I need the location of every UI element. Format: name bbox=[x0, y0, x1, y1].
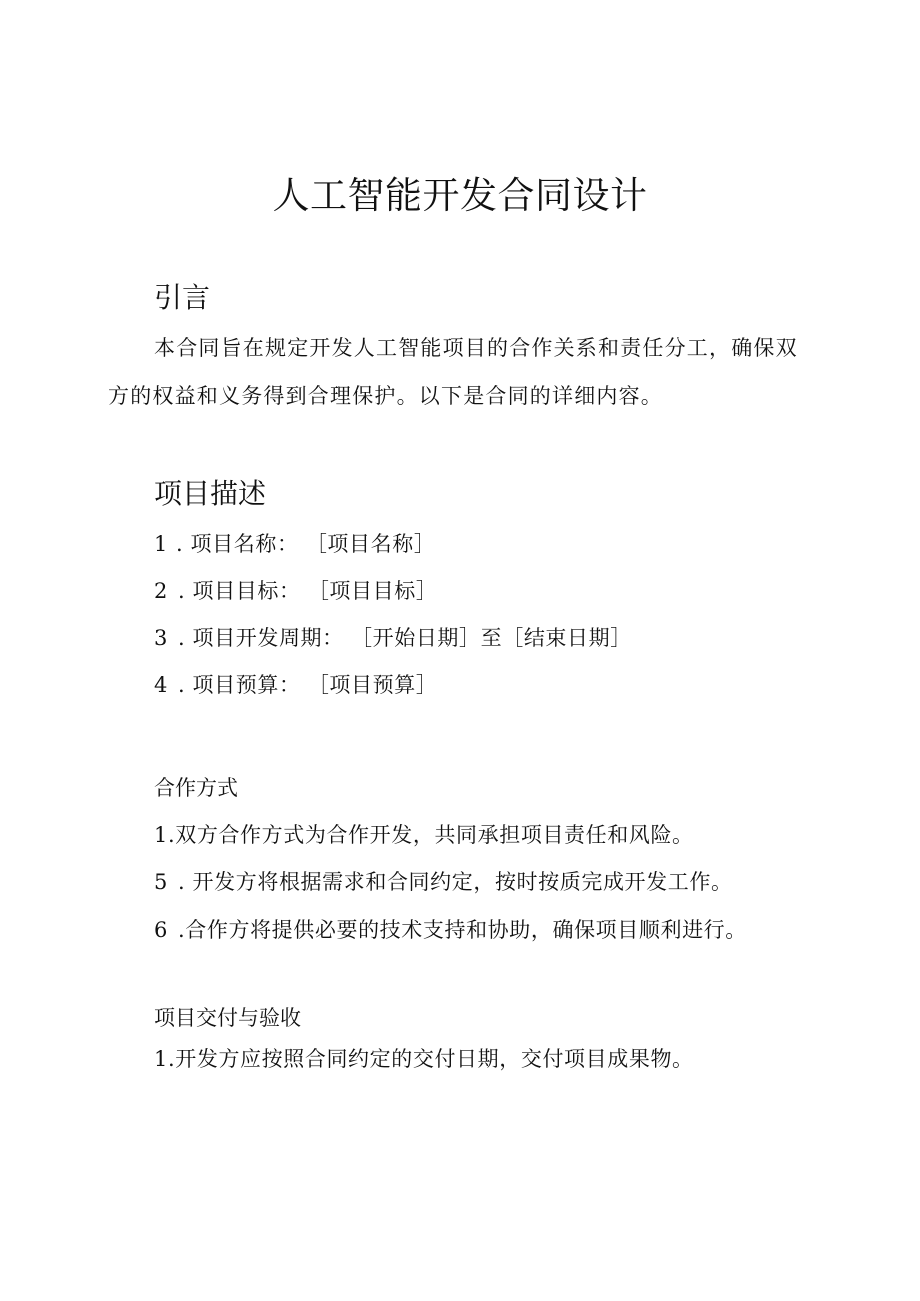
item-number: 6 bbox=[154, 918, 168, 942]
item-number: 1. bbox=[154, 823, 176, 847]
cooperation-item bbox=[154, 819, 694, 851]
item-text: .合作方将提供必要的技术支持和协助，确保项目顺利进行。 bbox=[178, 918, 747, 942]
item-number: 5 bbox=[154, 870, 168, 894]
item-text: . 开发方将根据需求和合同约定，按时按质完成开发工作。 bbox=[178, 870, 733, 894]
cooperation-item bbox=[154, 914, 747, 946]
item-text: . 项目名称： ［项目名称］ bbox=[176, 532, 436, 556]
item-text: . 项目预算： ［项目预算］ bbox=[178, 673, 438, 697]
delivery-heading: 项目交付与验收 bbox=[154, 1006, 301, 1030]
item-number: 3 bbox=[154, 626, 168, 650]
item-number: 4 bbox=[154, 673, 168, 697]
item-number: 1 bbox=[154, 532, 168, 556]
intro-heading: 引言 bbox=[154, 281, 211, 314]
project-description-heading: 项目描述 bbox=[154, 477, 267, 510]
item-text: 双方合作方式为合作开发，共同承担项目责任和风险。 bbox=[175, 823, 694, 847]
item-text: . 项目开发周期： ［开始日期］至［结束日期］ bbox=[178, 626, 632, 650]
project-description-item bbox=[154, 669, 437, 701]
project-description-item bbox=[154, 528, 435, 560]
item-text: 开发方应按照合同约定的交付日期，交付项目成果物。 bbox=[175, 1047, 694, 1071]
document-title: 人工智能开发合同设计 bbox=[272, 174, 648, 217]
item-text: . 项目目标： ［项目目标］ bbox=[178, 579, 438, 603]
item-number: 2 bbox=[154, 579, 168, 603]
delivery-item bbox=[154, 1043, 694, 1075]
intro-paragraph: 本合同旨在规定开发人工智能项目的合作关系和责任分工，确保双方的权益和义务得到合理保护。以下是合同的详细内容。 bbox=[108, 336, 798, 408]
item-number: 1. bbox=[154, 1047, 176, 1071]
project-description-item bbox=[154, 575, 437, 607]
project-description-item bbox=[154, 622, 632, 654]
cooperation-item bbox=[154, 866, 733, 898]
cooperation-heading: 合作方式 bbox=[154, 776, 238, 800]
